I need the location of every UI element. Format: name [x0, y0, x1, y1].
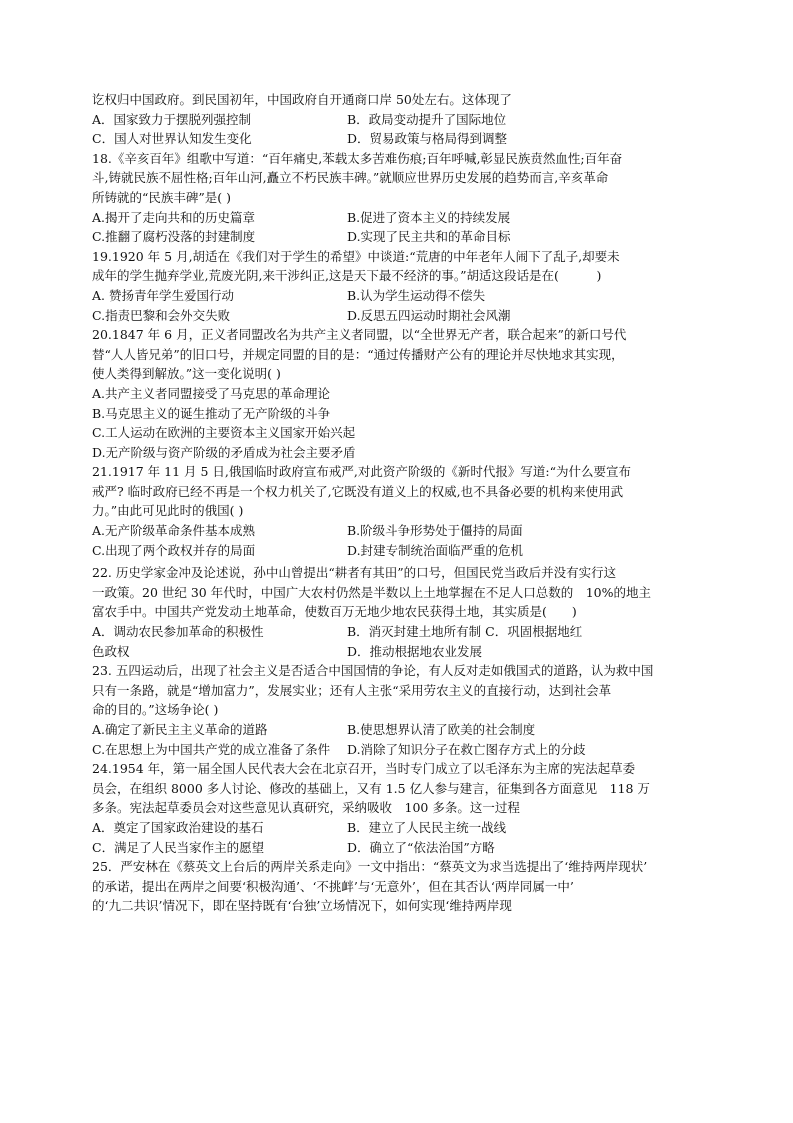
question-text-line: 所铸就的“民族丰碑”是( ) [92, 189, 232, 205]
question-text-line: 成年的学生抛弃学业,荒废光阴,来干涉纠正,这是天下最不经济的事。”胡适这段话是在( ) [92, 268, 602, 284]
option-b-c[interactable]: B．消灭封建土地所有制 C．巩固根据地红 [347, 624, 583, 640]
question-text-line: 24.1954 年，第一届全国人民代表大会在北京召开，当时专门成立了以毛泽东为主席的宪法起草委 [92, 761, 636, 777]
option-c[interactable]: C.指责巴黎和会外交失败 [92, 307, 231, 323]
question-text-line: 使人类得到解放。”这一变化说明( ) [92, 366, 281, 382]
options-row [92, 208, 704, 228]
options-row [92, 521, 704, 541]
question-text-line: 多条。宪法起草委员会对这些意见认真研究，采纳吸收 100 多条。这一过程 [92, 800, 520, 816]
question-20 [92, 325, 704, 462]
options-row [92, 838, 704, 858]
question-text-line: 只有一条路，就是“增加富力”，发展实业；还有人主张“采用劳农主义的直接行动，达到社会革 [92, 682, 612, 698]
option-a[interactable]: A.无产阶级革命条件基本成熟 [92, 523, 256, 539]
question-text-line: 25．严安林在《蔡英文上台后的两岸关系走向》一文中指出：“蔡英文为求当选提出了‘维持两岸现状’ [92, 859, 648, 875]
option-a[interactable]: A．调动农民参加革命的积极性 [92, 624, 264, 640]
question-text-line: 23. 五四运动后，出现了社会主义是否适合中国国情的争论，有人反对走如俄国式的道路，认为救中国 [92, 663, 654, 679]
option-d[interactable]: D.封建专制统治面临严重的危机 [347, 542, 524, 558]
option-b[interactable]: B．建立了人民民主统一战线 [347, 819, 507, 835]
question-text-line: 22. 历史学家金冲及论述说，孙中山曾提出“耕者有其田”的口号，但国民党当政后并没有实行这 [92, 565, 617, 581]
option-a[interactable]: A. 赞扬青年学生爱国行动 [92, 287, 234, 303]
option-d[interactable]: D．推动根据地农业发展 [347, 643, 483, 659]
question-text-line: 戒严? 临时政府已经不再是一个权力机关了,它既没有道义上的权威,也不具备必要的机构来使用武 [92, 483, 624, 499]
option-a[interactable]: A.确定了新民主主义革命的道路 [92, 722, 268, 737]
option-b[interactable]: B.促进了资本主义的持续发展 [347, 209, 511, 225]
question-text-line: 19.1920 年 5 月,胡适在《我们对于学生的希望》中谈道:“荒唐的中年老年人闹下了乱子,却要未 [92, 248, 620, 264]
question-text-line: 员会，在组织 8000 多人讨论、修改的基础上，又有 1.5 亿人参与建言，征集到各方面意见 118 万 [92, 780, 650, 796]
question-text-line: 21.1917 年 11 月 5 日,俄国临时政府宣布戒严,对此资产阶级的《新时代报》写道:“为什么要宣布 [92, 464, 631, 480]
question-text-line: 斗,铸就民族不屈性格;百年山河,矗立不朽民族丰碑。”就顺应世界历史发展的趋势而言,辛亥革命 [92, 170, 609, 186]
question-25 [92, 857, 704, 916]
option-b[interactable]: B．政局变动提升了国际地位 [347, 111, 507, 127]
option-b[interactable]: B.阶级斗争形势处于僵持的局面 [347, 523, 523, 539]
option-c[interactable]: C．满足了人民当家作主的愿望 [92, 839, 265, 855]
option-a[interactable]: A．奠定了国家政治建设的基石 [92, 819, 264, 835]
options-row [92, 110, 704, 130]
option-b[interactable]: B.马克思主义的诞生推动了无产阶级的斗争 [92, 405, 331, 421]
question-text-line: 力。”由此可见此时的俄国( ) [92, 503, 244, 519]
options-row [92, 306, 704, 326]
question-text-line: 一政策。20 世纪 30 年代时，中国广大农村仍然是半数以上土地掌握在不足人口总数的 10%的地主 [92, 584, 652, 600]
option-d[interactable]: D.反思五四运动时期社会风潮 [347, 307, 511, 323]
question-text-line: 讫权归中国政府。到民国初年，中国政府自开通商口岸 50处左右。这体现了 [92, 92, 512, 107]
question-17-tail [92, 90, 704, 149]
question-22 [92, 563, 704, 661]
option-d[interactable]: D．贸易政策与格局得到调整 [347, 131, 508, 147]
question-18 [92, 149, 704, 247]
options-row [92, 286, 704, 306]
exam-page [92, 90, 704, 916]
option-d[interactable]: D.实现了民主共和的革命目标 [347, 229, 511, 245]
question-19 [92, 247, 704, 325]
option-b[interactable]: B.认为学生运动得不偿失 [347, 287, 486, 303]
question-text-line: 富农手中。中国共产党发动土地革命，使数百万无地少地农民获得土地，其实质是( ) [92, 604, 577, 620]
options-row [92, 642, 704, 662]
question-text-line: 替“人人皆兄弟”的旧口号，并规定同盟的目的是：“通过传播财产公有的理论并尽快地求其实现， [92, 346, 624, 362]
option-a[interactable]: A.共产主义者同盟接受了马克思的革命理论 [92, 385, 331, 401]
option-a[interactable]: A.揭开了走向共和的历史篇章 [92, 209, 256, 225]
option-c[interactable]: C.在思想上为中国共产党的成立准备了条件 [92, 741, 331, 757]
options-row [92, 129, 704, 149]
option-b[interactable]: B.使思想界认清了欧美的社会制度 [347, 722, 536, 737]
question-21 [92, 462, 704, 560]
question-text-line: 18.《辛亥百年》组歌中写道：“百年痛史,苯载太多苦难伤痕;百年呼喊,彰显民族贲然血性;百年奋 [92, 150, 623, 166]
option-c[interactable]: C.推翻了腐朽没落的封建制度 [92, 229, 256, 245]
question-23 [92, 661, 704, 759]
option-a[interactable]: A．国家致力于摆脱列强控制 [92, 111, 252, 127]
option-d[interactable]: D.消除了知识分子在救亡图存方式上的分歧 [347, 741, 586, 757]
options-row [92, 227, 704, 247]
options-row [92, 740, 704, 760]
option-c[interactable]: C.出现了两个政权并存的局面 [92, 542, 256, 558]
options-row [92, 720, 704, 740]
option-c[interactable]: C．国人对世界认知发生变化 [92, 131, 252, 147]
option-d[interactable]: D．确立了“依法治国”方略 [347, 839, 495, 855]
options-row [92, 818, 704, 838]
question-text-line: 的承诺，提出在两岸之间要‘积极沟通’、‘不挑衅’与‘无意外’，但在其否认‘两岸同属一中’ [92, 878, 574, 894]
option-c[interactable]: C.工人运动在欧洲的主要资本主义国家开始兴起 [92, 425, 356, 441]
question-24 [92, 759, 704, 857]
options-row [92, 622, 704, 642]
question-text-line: 的‘九二共识’情况下，即在坚持既有‘台独’立场情况下，如何实现‘维持两岸现 [92, 898, 512, 914]
option-c-continued: 色政权 [92, 643, 130, 659]
question-text-line: 20.1847 年 6 月，正义者同盟改名为共产主义者同盟，以“全世界无产者，联合起来”的新口号代 [92, 327, 627, 343]
question-text-line: 命的目的。”这场争论( ) [92, 702, 219, 718]
option-d[interactable]: D.无产阶级与资产阶级的矛盾成为社会主要矛盾 [92, 444, 356, 460]
options-row [92, 541, 704, 561]
